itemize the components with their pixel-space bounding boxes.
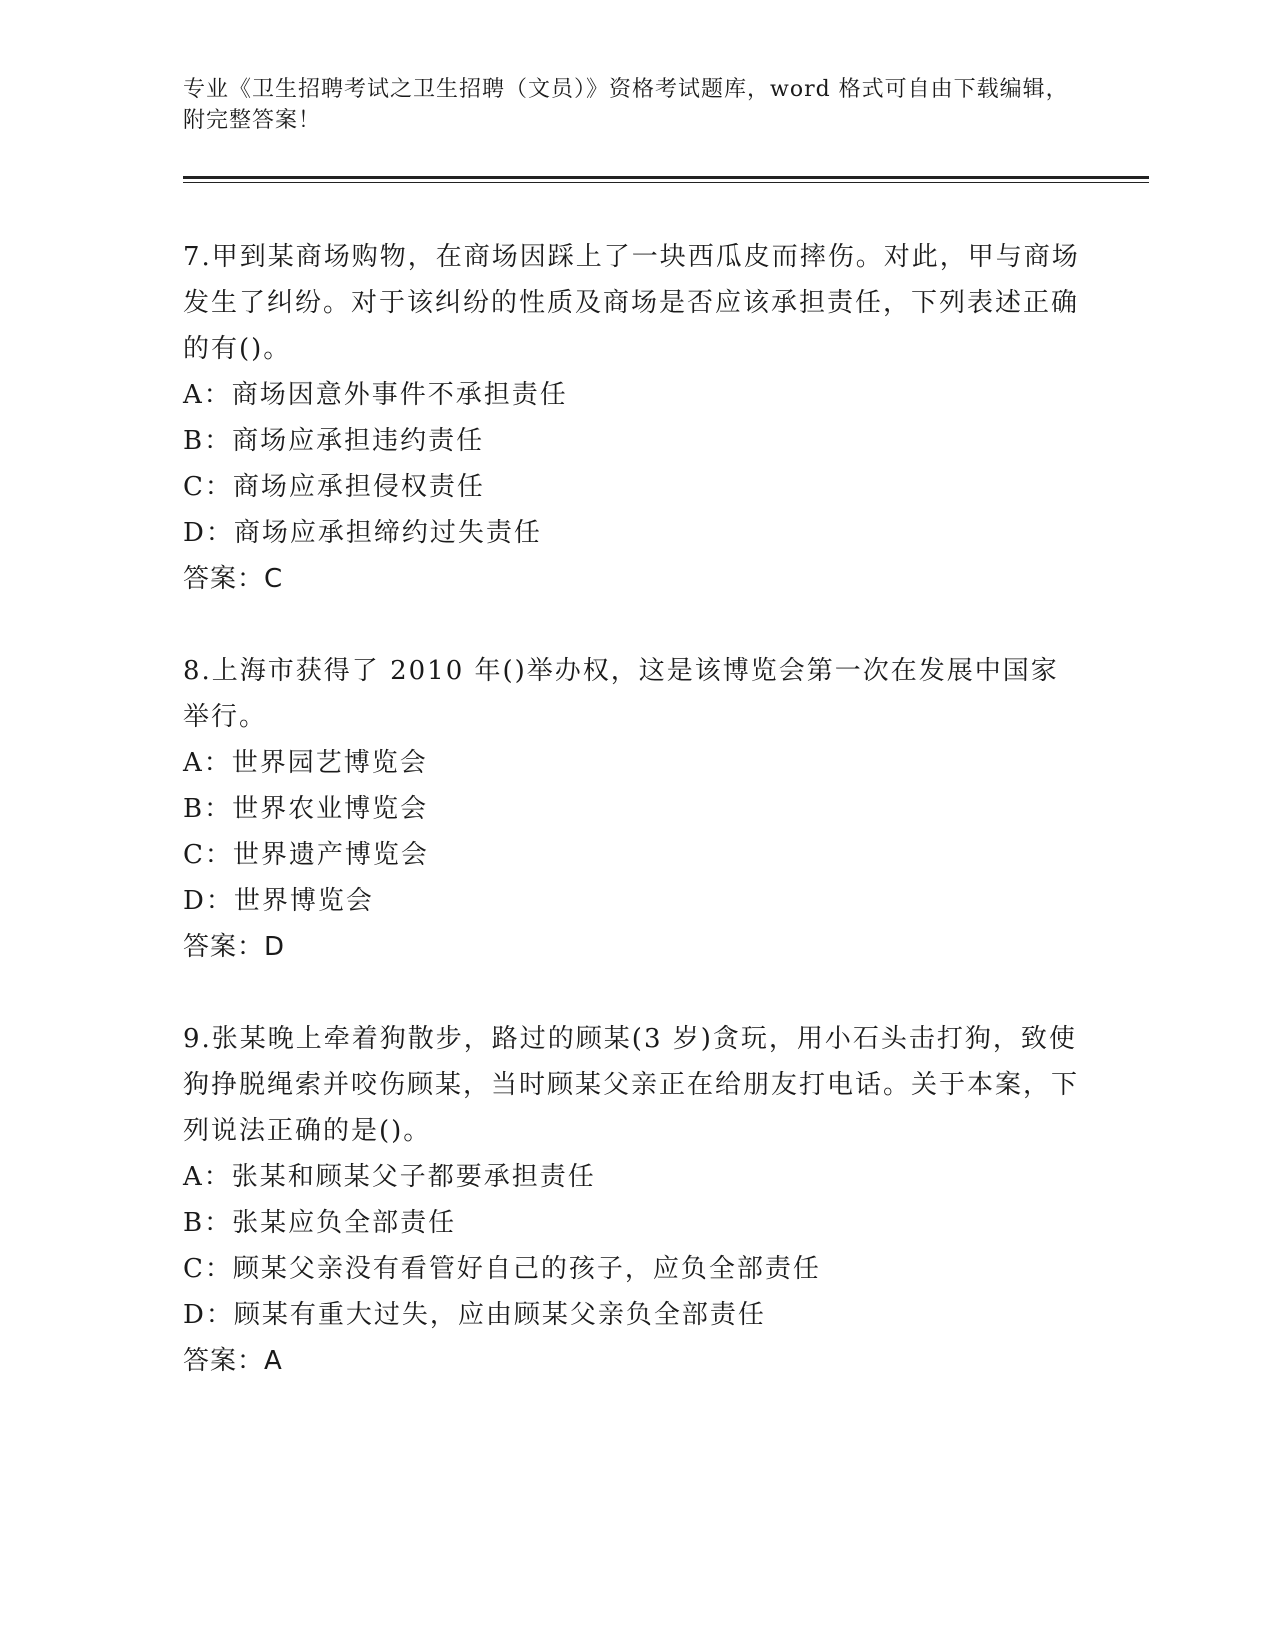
- question-stem: 8.上海市获得了 2010 年()举办权，这是该博览会第一次在发展中国家举行。: [183, 656, 1059, 732]
- question-7: [183, 234, 1083, 602]
- option-b: B：张某应负全部责任: [183, 1208, 457, 1238]
- option-c: C：顾某父亲没有看管好自己的孩子，应负全部责任: [183, 1254, 821, 1284]
- answer: 答案：A: [183, 1346, 283, 1376]
- document-header: 专业《卫生招聘考试之卫生招聘（文员）》资格考试题库，word 格式可自由下载编辑，附完整答案！: [183, 77, 1069, 133]
- option-a: A：张某和顾某父子都要承担责任: [183, 1162, 596, 1192]
- option-b: B：商场应承担违约责任: [183, 426, 485, 456]
- answer: 答案：D: [183, 932, 286, 962]
- question-stem: 7.甲到某商场购物，在商场因踩上了一块西瓜皮而摔伤。对此，甲与商场发生了纠纷。对于该纠纷的性质及商场是否应该承担责任，下列表述正确的有()。: [183, 242, 1080, 364]
- option-a: A：世界园艺博览会: [183, 748, 428, 778]
- option-c: C：商场应承担侵权责任: [183, 472, 485, 502]
- option-d: D：顾某有重大过失，应由顾某父亲负全部责任: [183, 1300, 766, 1330]
- answer: 答案：C: [183, 564, 284, 594]
- header-divider-thick: [183, 176, 1149, 179]
- option-a: A：商场因意外事件不承担责任: [183, 380, 568, 410]
- header-divider-thin: [183, 182, 1149, 183]
- question-9: [183, 1016, 1083, 1384]
- option-d: D：商场应承担缔约过失责任: [183, 518, 542, 548]
- question-8: [183, 648, 1083, 970]
- option-d: D：世界博览会: [183, 886, 374, 916]
- option-c: C：世界遗产博览会: [183, 840, 429, 870]
- question-stem: 9.张某晚上牵着狗散步，路过的顾某(3 岁)贪玩，用小石头击打狗，致使狗挣脱绳索并咬伤顾某，当时顾某父亲正在给朋友打电话。关于本案，下列说法正确的是()。: [183, 1024, 1080, 1146]
- option-b: B：世界农业博览会: [183, 794, 429, 824]
